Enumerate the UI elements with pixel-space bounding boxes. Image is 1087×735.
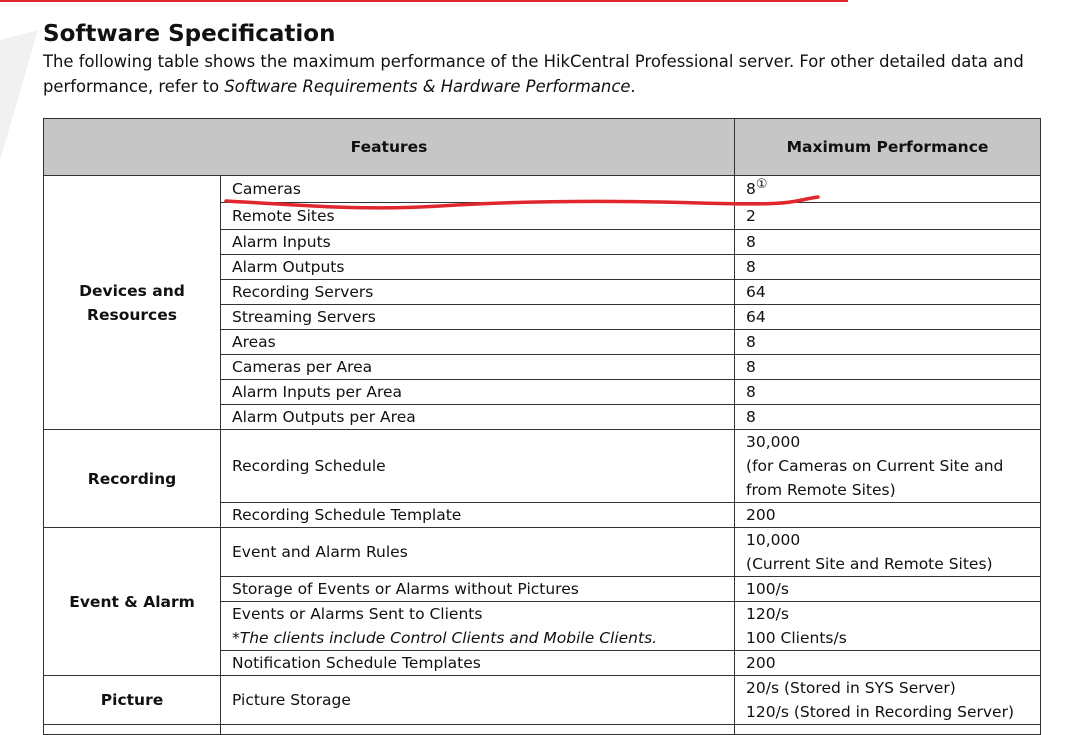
feature-cell: Storage of Events or Alarms without Pictures xyxy=(221,577,735,602)
table-header-row xyxy=(44,119,1041,176)
table-row xyxy=(44,676,1041,725)
spec-table xyxy=(43,118,1041,735)
feature-cell: Areas xyxy=(221,330,735,355)
feature-cell: Recording Schedule Template xyxy=(221,503,735,528)
feature-cell: Alarm Outputs per Area xyxy=(221,405,735,430)
table-row xyxy=(44,176,1041,203)
value-line: 120/s (Stored in Recording Server) xyxy=(746,703,1014,721)
value-cell: 8 xyxy=(735,330,1041,355)
value-cell: 120/s xyxy=(735,602,1041,627)
value-cell xyxy=(735,176,1041,203)
value-cell: 8 xyxy=(735,405,1041,430)
value-cell: 2 xyxy=(735,203,1041,230)
group-recording: Recording xyxy=(44,430,221,528)
feature-cell: Notification Schedule Templates xyxy=(221,651,735,676)
value-line: 30,000 xyxy=(746,433,801,451)
reference-text: Software Requirements & Hardware Performance xyxy=(224,76,631,96)
feature-cell: Recording Schedule xyxy=(221,430,735,503)
feature-cell: Picture Storage xyxy=(221,676,735,725)
features-header: Features xyxy=(44,119,735,176)
note-cell: *The clients include Control Clients and Mobile Clients. xyxy=(221,626,735,651)
value-cell: 8 xyxy=(735,380,1041,405)
feature-cell: Events or Alarms Sent to Clients xyxy=(221,602,735,627)
section-title: Software Specification xyxy=(43,21,336,47)
value-text: 8 xyxy=(746,180,756,198)
intro-end: . xyxy=(630,76,636,96)
value-cell: 64 xyxy=(735,280,1041,305)
value-cell xyxy=(735,430,1041,503)
table-row xyxy=(44,725,1041,735)
value-line: (for Cameras on Current Site and xyxy=(746,457,1004,475)
value-cell: 64 xyxy=(735,305,1041,330)
footnote-marker: ① xyxy=(755,176,768,192)
feature-cell: Alarm Inputs xyxy=(221,230,735,255)
value-cell: 200 xyxy=(735,503,1041,528)
value-cell: 8 xyxy=(735,230,1041,255)
feature-cell: Alarm Outputs xyxy=(221,255,735,280)
feature-cell: Alarm Inputs per Area xyxy=(221,380,735,405)
empty-cell xyxy=(735,725,1041,735)
empty-cell xyxy=(221,725,735,735)
feature-cell: Cameras per Area xyxy=(221,355,735,380)
feature-cell: Remote Sites xyxy=(221,203,735,230)
feature-cell: Event and Alarm Rules xyxy=(221,528,735,577)
value-line: 20/s (Stored in SYS Server) xyxy=(746,679,956,697)
value-cell: 8 xyxy=(735,255,1041,280)
value-line: 10,000 xyxy=(746,531,801,549)
value-cell: 100 Clients/s xyxy=(735,626,1041,651)
value-line: from Remote Sites) xyxy=(746,481,896,499)
value-cell: 8 xyxy=(735,355,1041,380)
value-line: (Current Site and Remote Sites) xyxy=(746,555,993,573)
group-picture: Picture xyxy=(44,676,221,725)
empty-cell xyxy=(44,725,221,735)
value-cell: 200 xyxy=(735,651,1041,676)
top-red-rule xyxy=(0,0,848,2)
logo-watermark xyxy=(0,30,40,180)
table-row xyxy=(44,430,1041,503)
intro-text: The following table shows the maximum performance of the HikCentral Professional server. For other detailed data and performance, refer to xyxy=(43,52,1024,96)
intro-paragraph xyxy=(43,50,1043,99)
feature-cell: Recording Servers xyxy=(221,280,735,305)
group-devices: Devices and Resources xyxy=(44,176,221,430)
feature-cell: Streaming Servers xyxy=(221,305,735,330)
group-event-alarm: Event & Alarm xyxy=(44,528,221,676)
feature-cell: Cameras xyxy=(221,176,735,203)
value-cell: 100/s xyxy=(735,577,1041,602)
value-cell xyxy=(735,528,1041,577)
performance-header: Maximum Performance xyxy=(735,119,1041,176)
value-cell xyxy=(735,676,1041,725)
table-row xyxy=(44,528,1041,577)
